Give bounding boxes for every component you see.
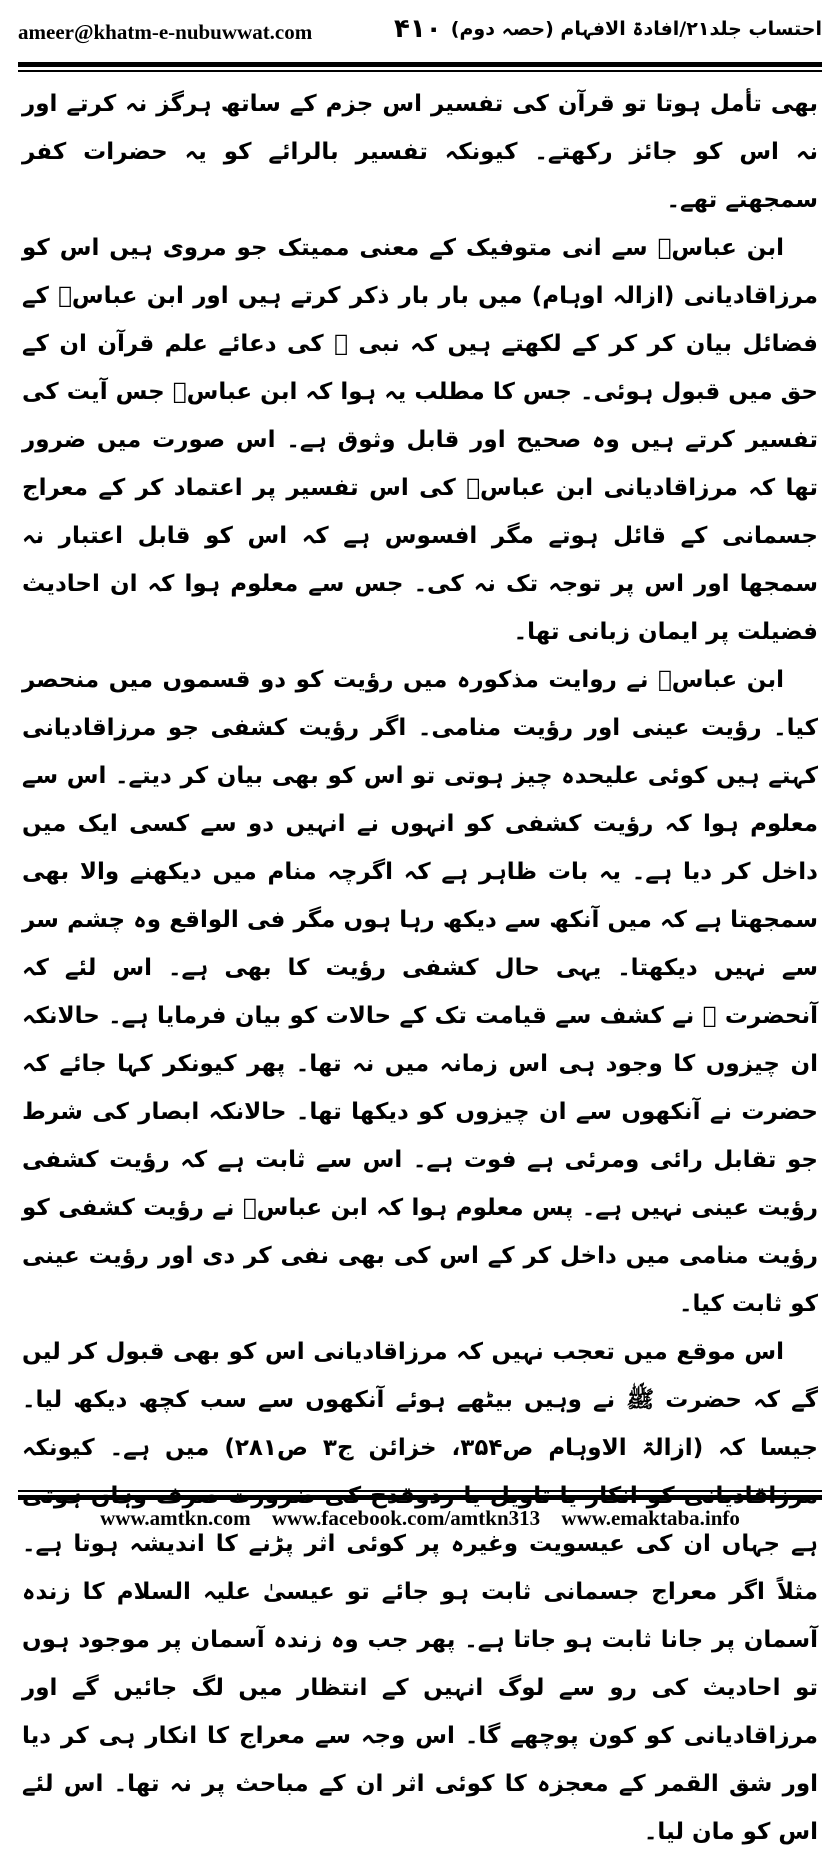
footer-link-facebook[interactable]: www.facebook.com/amtkn313 <box>271 1506 541 1530</box>
page-number: ۴۱۰ <box>394 14 442 44</box>
paragraph-3: ابن عباسؓ نے روایت مذکورہ میں رؤیت کو دو قسموں میں منحصر کیا۔ رؤیت عینی اور رؤیت منامی۔ اگر رؤیت کشفی جو مرزاقادیانی کہتے ہیں کوئی علیحدہ چیز ہوتی تو اس کو بھی بیان کر دیتے۔ اس سے معلوم ہوا کہ رؤیت کشفی کو انہوں نے انہیں دو سے کسی ایک میں داخل کر دیا ہے۔ یہ بات ظاہر ہے کہ اگرچہ منام میں دیکھنے والا بھی سمجھتا ہے کہ میں آنکھ سے دیکھ رہا ہوں مگر فی الواقع وہ چشم سر سے نہیں دیکھتا۔ یہی حال کشفی رؤیت کا بھی ہے۔ اس لئے کہ آنحضرت ﷺ نے کشف سے قیامت تک کے حالات کو بیان فرمایا ہے۔ حالانکہ ان چیزوں کا وجود ہی اس زمانہ میں نہ تھا۔ پھر کیونکر کہا جائے کہ حضرت نے آنکھوں سے ان چیزوں کو دیکھا تھا۔ حالانکہ ابصار کی شرط جو تقابل رائی ومرئی ہے فوت ہے۔ اس سے ثابت ہے کہ رؤیت کشفی رؤیت عینی نہیں ہے۔ پس معلوم ہوا کہ ابن عباسؓ نے رؤیت کشفی کو رؤیت منامی میں داخل کر کے اس کی بھی نفی کر دی اور رؤیت عینی کو ثابت کیا۔ <box>22 667 818 1317</box>
paragraph-2: ابن عباسؓ سے انی متوفیک کے معنی ممیتک جو مروی ہیں اس کو مرزاقادیانی (ازالہ اوہام) میں بار بار ذکر کرتے ہیں اور ابن عباسؓ کے فضائل بیان کر کر کے لکھتے ہیں کہ نبی ﷺ کی دعائے علم قرآن ان کے حق میں قبول ہوئی۔ جس کا مطلب یہ ہوا کہ ابن عباسؓ جس آیت کی تفسیر کرتے ہیں وہ صحیح اور قابل وثوق ہے۔ اس صورت میں ضرور تھا کہ مرزاقادیانی ابن عباسؓ کی اس تفسیر پر اعتماد کر کے معراج جسمانی کے قائل ہوتے مگر افسوس ہے کہ اس کو قابل اعتبار نہ سمجھا اور اس پر توجہ تک نہ کی۔ جس سے معلوم ہوا کہ ان احادیث فضیلت پر ایمان زبانی تھا۔ <box>22 235 818 645</box>
page-header <box>18 14 822 56</box>
header-rule-thick <box>18 62 822 67</box>
paragraph-4: اس موقع میں تعجب نہیں کہ مرزاقادیانی اس کو بھی قبول کر لیں گے کہ حضرت ﷺ نے وہیں بیٹھے ہوئے آنکھوں سے سب کچھ دیکھ لیا۔ جیسا کہ (ازالۃ الاوہام ص۳۵۴، خزائن ج۳ ص۲۸۱) میں ہے۔ کیونکہ ہے جہاں ان کی عیسویت وغیرہ پر کوئی اثر پڑنے کا اندیشہ ہوتا ہے۔ مثلاً اگر معراج جسمانی ثابت ہو جائے تو عیسیٰ علیہ السلام کا زندہ آسمان پر جانا ثابت ہو جاتا ہے۔ پھر جب وہ زندہ آسمان پر موجود ہوں تو احادیث کی رو سے لوگ انہیں کے انتظار میں لگ جائیں گے اور مرزاقادیانی کو کون پوچھے گا۔ اس وجہ سے معراج کا انکار ہی کر دیا اور شق القمر کے معجزہ کا کوئی اثر ان کے مباحث پر نہ تھا۔ اس لئے اس کو مان لیا۔ <box>22 1339 818 1845</box>
footer-rule-thick <box>18 1495 822 1500</box>
footer-link-amtkn[interactable]: www.amtkn.com <box>100 1506 251 1530</box>
footer-rule-thin <box>18 1490 822 1492</box>
header-email: ameer@khatm-e-nubuwwat.com <box>18 20 313 44</box>
page-footer <box>0 1506 840 1531</box>
book-title: احتساب جلد۲۱/افادۃ الافہام (حصہ دوم) <box>450 18 822 40</box>
paragraph-1: بھی تأمل ہوتا تو قرآن کی تفسیر اس جزم کے ساتھ ہرگز نہ کرتے اور نہ اس کو جائز رکھتے۔ کیونکہ تفسیر بالرائے کو یہ حضرات کفر سمجھتے تھے۔ <box>22 91 818 213</box>
footer-link-emaktaba[interactable]: www.emaktaba.info <box>561 1506 740 1530</box>
header-rule-thin <box>18 70 822 72</box>
